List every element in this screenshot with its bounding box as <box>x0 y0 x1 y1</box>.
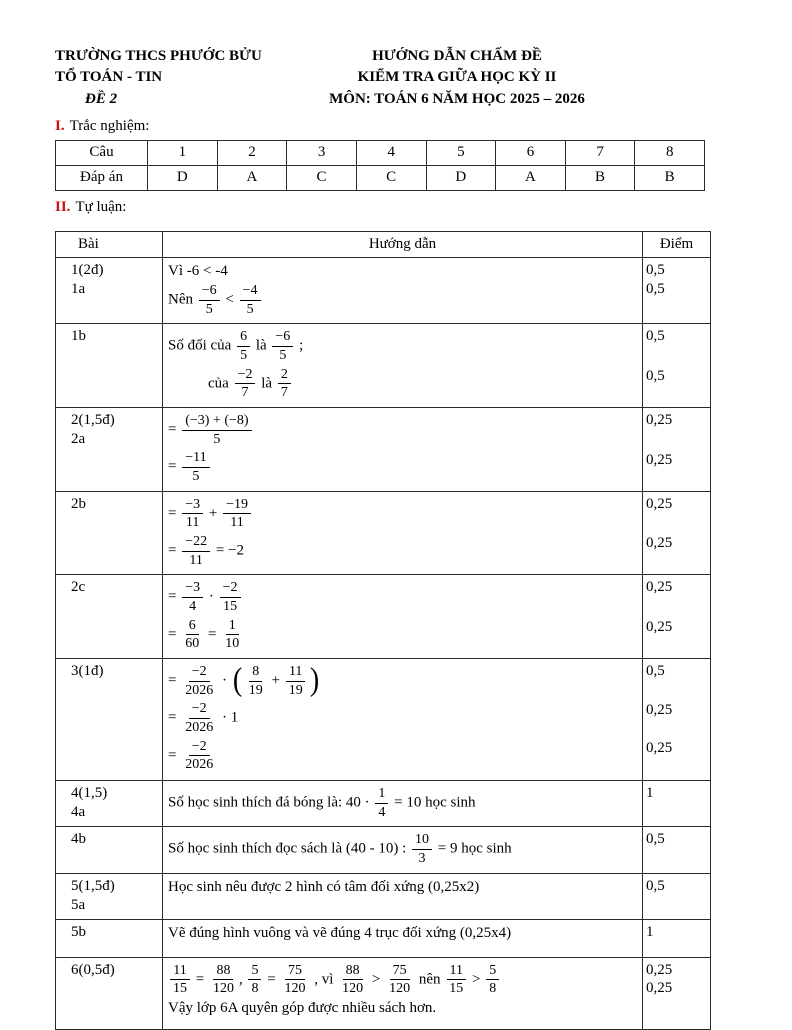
exercise-id <box>56 919 163 957</box>
exam-code: ĐỀ 2 <box>85 90 118 107</box>
solution-cell <box>163 919 643 957</box>
table-row <box>56 491 711 575</box>
math-text: Vì -6 < -4 <box>168 262 228 279</box>
table-row <box>56 257 711 323</box>
table-row <box>56 658 711 780</box>
fraction <box>170 963 190 997</box>
math-line <box>168 701 638 735</box>
text-line: 3(1đ) <box>71 662 104 679</box>
col-header-bai: Bài <box>56 231 163 257</box>
fraction-denominator: 60 <box>185 636 200 652</box>
exercise-id <box>56 407 163 491</box>
mc-answer: B <box>635 165 705 190</box>
fraction-numerator: 11 <box>447 963 466 981</box>
math-text: Số đối của <box>168 337 236 354</box>
math-line <box>168 879 638 896</box>
text-line: 1b <box>71 328 86 345</box>
solution-cell <box>163 575 643 659</box>
math-text: + <box>267 672 284 689</box>
fraction-denominator: 120 <box>342 981 364 997</box>
math-line <box>168 618 638 652</box>
table-header-row <box>56 231 711 257</box>
mc-answer: D <box>148 165 218 190</box>
section-1-label: Trắc nghiệm: <box>69 117 150 134</box>
fraction <box>220 580 241 614</box>
fraction-numerator: −19 <box>223 497 251 515</box>
fraction-numerator: 75 <box>390 963 410 981</box>
solution-cell <box>163 957 643 1029</box>
fraction-numerator: −22 <box>182 534 210 552</box>
department-name: TỔ TOÁN - TIN <box>55 69 163 86</box>
text-line: 1 <box>646 923 654 940</box>
math-text: = 9 học sinh <box>434 840 512 857</box>
text-line: 5a <box>71 897 86 914</box>
mc-question-number: 5 <box>426 140 496 165</box>
solution-cell <box>163 780 643 826</box>
fraction-denominator: 11 <box>230 515 244 531</box>
solution-cell <box>163 257 643 323</box>
fraction-denominator: 5 <box>192 468 200 484</box>
math-text: , <box>238 971 247 988</box>
exercise-id <box>56 491 163 575</box>
mc-question-number: 2 <box>217 140 287 165</box>
fraction-denominator: 120 <box>389 981 411 997</box>
text-line: 0,25 <box>646 451 673 468</box>
score-cell <box>643 658 711 780</box>
section-1-number: I. <box>55 117 65 134</box>
mc-question-number: 1 <box>148 140 218 165</box>
fraction <box>375 786 388 820</box>
fraction-numerator: 11 <box>170 963 189 981</box>
math-text: Nên <box>168 291 197 308</box>
mc-header-dapan: Đáp án <box>56 165 148 190</box>
fraction <box>278 367 291 401</box>
math-text: Số học sinh thích đá bóng là: 40 · <box>168 794 374 811</box>
fraction <box>182 618 202 652</box>
text-line: 0,5 <box>646 261 665 278</box>
fraction-numerator: −3 <box>182 497 203 515</box>
text-line: 0,25 <box>646 579 673 596</box>
fraction-numerator: −3 <box>182 580 203 598</box>
text-line: 0,25 <box>646 701 673 718</box>
table-row <box>56 780 711 826</box>
math-text: Học sinh nêu được 2 hình có tâm đối xứng (0,25x2) <box>168 878 480 895</box>
text-line: 6(0,5đ) <box>71 961 115 978</box>
math-text: của <box>208 375 233 392</box>
mc-answer: C <box>356 165 426 190</box>
score-cell <box>643 407 711 491</box>
mc-answer: D <box>426 165 496 190</box>
text-line: 0,5 <box>646 328 665 345</box>
math-line <box>168 329 638 363</box>
text-line: 0,25 <box>646 535 673 552</box>
math-line <box>168 450 638 484</box>
math-line <box>168 664 638 698</box>
math-line <box>168 1000 638 1017</box>
fraction-denominator: 2026 <box>185 757 214 773</box>
score-cell <box>643 257 711 323</box>
math-text: = <box>168 505 181 522</box>
fraction-denominator: 7 <box>241 385 249 401</box>
math-line <box>168 832 638 866</box>
fraction <box>182 580 203 614</box>
math-line <box>168 367 638 401</box>
fraction <box>182 450 209 484</box>
exercise-id <box>56 957 163 1029</box>
document-header <box>55 46 792 110</box>
fraction-numerator: −11 <box>182 450 209 468</box>
fraction <box>446 963 466 997</box>
fraction <box>281 963 308 997</box>
fraction-numerator: 1 <box>226 618 239 636</box>
mc-header-cau: Câu <box>56 140 148 165</box>
math-text: Vẽ đúng hình vuông và vẽ đúng 4 trục đối xứng (0,25x4) <box>168 924 512 941</box>
fraction-numerator: −2 <box>189 739 210 757</box>
fraction-denominator: 120 <box>284 981 306 997</box>
fraction-denominator: 8 <box>251 981 259 997</box>
score-cell <box>643 873 711 919</box>
col-header-diem: Điểm <box>643 231 711 257</box>
text-line: 0,5 <box>646 831 665 848</box>
score-cell <box>643 780 711 826</box>
math-line <box>168 580 638 614</box>
text-line: 1a <box>71 281 86 298</box>
mc-answer: A <box>217 165 287 190</box>
score-cell <box>643 919 711 957</box>
math-text: = <box>168 542 181 559</box>
math-text: nên <box>415 971 445 988</box>
fraction-denominator: 4 <box>189 598 197 614</box>
fraction-numerator: (−3) + (−8) <box>182 413 251 431</box>
text-line: 0,25 <box>646 411 673 428</box>
fraction <box>182 413 251 447</box>
solution-cell <box>163 658 643 780</box>
fraction-numerator: −2 <box>189 701 210 719</box>
math-line <box>168 963 638 997</box>
exercise-id <box>56 827 163 873</box>
fraction-denominator: 5 <box>279 347 287 363</box>
table-row <box>56 324 711 408</box>
mc-answer: B <box>565 165 635 190</box>
fraction-denominator: 3 <box>418 851 426 866</box>
math-text: là <box>252 337 271 354</box>
math-text: = <box>168 458 181 475</box>
table-row <box>56 957 711 1029</box>
math-text: = <box>168 709 181 726</box>
fraction <box>486 963 499 997</box>
text-line: 1 <box>646 784 654 801</box>
fraction <box>272 329 293 363</box>
score-cell <box>643 575 711 659</box>
math-line <box>168 497 638 531</box>
mc-answer: A <box>496 165 566 190</box>
fraction-denominator: 2026 <box>185 720 214 735</box>
math-text: < <box>221 291 238 308</box>
score-cell <box>643 324 711 408</box>
fraction-denominator: 2026 <box>185 682 214 698</box>
table-row <box>56 873 711 919</box>
math-line <box>168 786 638 820</box>
solution-cell <box>163 873 643 919</box>
text-line: 0,5 <box>646 662 665 679</box>
fraction <box>182 701 216 735</box>
fraction <box>248 963 261 997</box>
fraction-numerator: 2 <box>278 367 291 385</box>
fraction <box>223 497 251 531</box>
fraction-numerator: 5 <box>248 963 261 981</box>
math-text: = <box>192 971 208 988</box>
text-line: 4b <box>71 831 86 848</box>
math-line <box>168 283 638 317</box>
mc-question-number: 3 <box>287 140 357 165</box>
solution-cell <box>163 407 643 491</box>
exercise-id <box>56 324 163 408</box>
doc-title-line3: MÔN: TOÁN 6 NĂM HỌC 2025 – 2026 <box>329 90 585 107</box>
mc-question-number: 4 <box>356 140 426 165</box>
text-line: 4a <box>71 804 86 821</box>
score-cell <box>643 491 711 575</box>
math-text: + <box>205 505 222 522</box>
fraction-numerator: 88 <box>213 963 233 981</box>
school-name: TRƯỜNG THCS PHƯỚC BỬU <box>55 48 262 64</box>
text-line: 4(1,5) <box>71 784 108 801</box>
fraction-numerator: 1 <box>375 786 388 804</box>
fraction-numerator: 10 <box>412 832 432 850</box>
fraction-denominator: 8 <box>489 981 497 997</box>
fraction <box>182 739 216 773</box>
col-header-huongdan: Hướng dẫn <box>163 231 643 257</box>
math-text: > <box>468 971 485 988</box>
fraction <box>199 283 220 317</box>
math-text: · <box>205 588 218 605</box>
fraction-denominator: 5 <box>213 431 221 447</box>
mc-answer: C <box>287 165 357 190</box>
fraction <box>182 497 203 531</box>
text-line: 0,25 <box>646 740 673 757</box>
math-text: = <box>168 626 181 643</box>
fraction-numerator: −2 <box>189 664 210 682</box>
math-line <box>168 263 638 280</box>
fraction-numerator: 75 <box>285 963 305 981</box>
fraction-denominator: 4 <box>378 804 386 820</box>
big-paren: ( <box>232 662 242 699</box>
fraction-numerator: −2 <box>235 367 256 385</box>
fraction-numerator: 6 <box>186 618 199 636</box>
math-line <box>168 534 638 568</box>
fraction-numerator: 5 <box>486 963 499 981</box>
exercise-id <box>56 575 163 659</box>
text-line: 2(1,5đ) <box>71 411 115 428</box>
fraction-numerator: 8 <box>249 664 262 682</box>
doc-title-line2: KIỂM TRA GIỮA HỌC KỲ II <box>357 69 557 86</box>
table-row <box>56 919 711 957</box>
math-text: · <box>218 672 231 689</box>
text-line: 5(1,5đ) <box>71 877 115 894</box>
text-line: 1(2đ) <box>71 261 104 278</box>
math-text: = −2 <box>212 542 245 559</box>
fraction-numerator: −6 <box>199 283 220 301</box>
fraction-denominator: 11 <box>189 552 203 568</box>
fraction <box>182 664 216 698</box>
text-line: 0,5 <box>646 877 665 894</box>
fraction-numerator: −2 <box>220 580 241 598</box>
section-1-heading <box>55 118 792 135</box>
math-text: = <box>263 971 280 988</box>
math-text: = 10 học sinh <box>390 794 476 811</box>
mc-question-number: 7 <box>565 140 635 165</box>
header-right-block <box>307 46 607 110</box>
fraction-denominator: 120 <box>212 981 234 997</box>
solution-cell <box>163 827 643 873</box>
fraction-numerator: −4 <box>240 283 261 301</box>
fraction <box>246 664 266 698</box>
math-text: · 1 <box>218 709 239 726</box>
fraction-numerator: 88 <box>343 963 363 981</box>
fraction <box>222 618 242 652</box>
score-cell <box>643 957 711 1029</box>
math-text: ; <box>295 337 304 354</box>
math-text: là <box>257 375 276 392</box>
text-line: 2a <box>71 431 86 448</box>
fraction-denominator: 7 <box>280 385 288 401</box>
mc-question-row <box>56 140 705 165</box>
fraction <box>235 367 256 401</box>
math-text: = <box>204 626 221 643</box>
fraction-denominator: 19 <box>288 682 303 698</box>
math-line <box>168 739 638 773</box>
solution-cell <box>163 324 643 408</box>
exercise-id <box>56 873 163 919</box>
fraction-denominator: 15 <box>449 981 464 997</box>
math-text: > <box>368 971 385 988</box>
text-line: 5b <box>71 923 86 940</box>
text-line: 2c <box>71 579 86 596</box>
fraction <box>286 664 306 698</box>
section-2-number: II. <box>55 198 71 215</box>
section-2-heading <box>55 199 792 216</box>
fraction <box>237 329 250 363</box>
text-line: 0,25 <box>646 961 673 978</box>
multiple-choice-table <box>55 140 705 191</box>
fraction-numerator: 11 <box>286 664 305 682</box>
table-row <box>56 827 711 873</box>
text-line: 2b <box>71 495 86 512</box>
text-line: 0,25 <box>646 495 673 512</box>
fraction <box>210 963 237 997</box>
fraction <box>240 283 261 317</box>
doc-title-line1: HƯỚNG DẪN CHẤM ĐỀ <box>372 48 542 64</box>
text-line: 0,5 <box>646 280 665 297</box>
math-text: , vì <box>310 971 338 988</box>
solution-cell <box>163 491 643 575</box>
math-line <box>168 413 638 447</box>
fraction-denominator: 5 <box>240 347 248 363</box>
fraction <box>182 534 210 568</box>
math-text: = <box>168 421 181 438</box>
fraction <box>412 832 432 866</box>
fraction-denominator: 15 <box>173 981 187 997</box>
big-paren: ) <box>309 662 319 699</box>
math-text: = <box>168 747 181 764</box>
header-left-block <box>55 46 307 110</box>
table-row <box>56 407 711 491</box>
fraction-denominator: 10 <box>225 636 240 652</box>
math-text: = <box>168 672 181 689</box>
fraction-denominator: 19 <box>248 682 263 698</box>
mc-question-number: 8 <box>635 140 705 165</box>
math-line <box>168 925 638 942</box>
math-text: Vậy lớp 6A quyên góp được nhiều sách hơn. <box>168 1000 437 1017</box>
exercise-id <box>56 257 163 323</box>
fraction-denominator: 15 <box>223 598 238 614</box>
exercise-id <box>56 658 163 780</box>
fraction-numerator: −6 <box>272 329 293 347</box>
fraction <box>339 963 366 997</box>
score-cell <box>643 827 711 873</box>
fraction-denominator: 5 <box>246 301 254 317</box>
fraction-denominator: 5 <box>205 301 213 317</box>
table-row <box>56 575 711 659</box>
fraction-numerator: 6 <box>237 329 250 347</box>
fraction-denominator: 11 <box>185 515 200 531</box>
fraction <box>386 963 413 997</box>
text-line: 0,25 <box>646 980 673 997</box>
mc-question-number: 6 <box>496 140 566 165</box>
text-line: 0,5 <box>646 367 665 384</box>
math-text: = <box>168 588 181 605</box>
math-text: Số học sinh thích đọc sách là (40 - 10) : <box>168 840 411 857</box>
mc-answer-row <box>56 165 705 190</box>
section-2-label: Tự luận: <box>75 198 127 215</box>
answer-key-table <box>55 231 711 1030</box>
text-line: 0,25 <box>646 619 673 636</box>
exercise-id <box>56 780 163 826</box>
